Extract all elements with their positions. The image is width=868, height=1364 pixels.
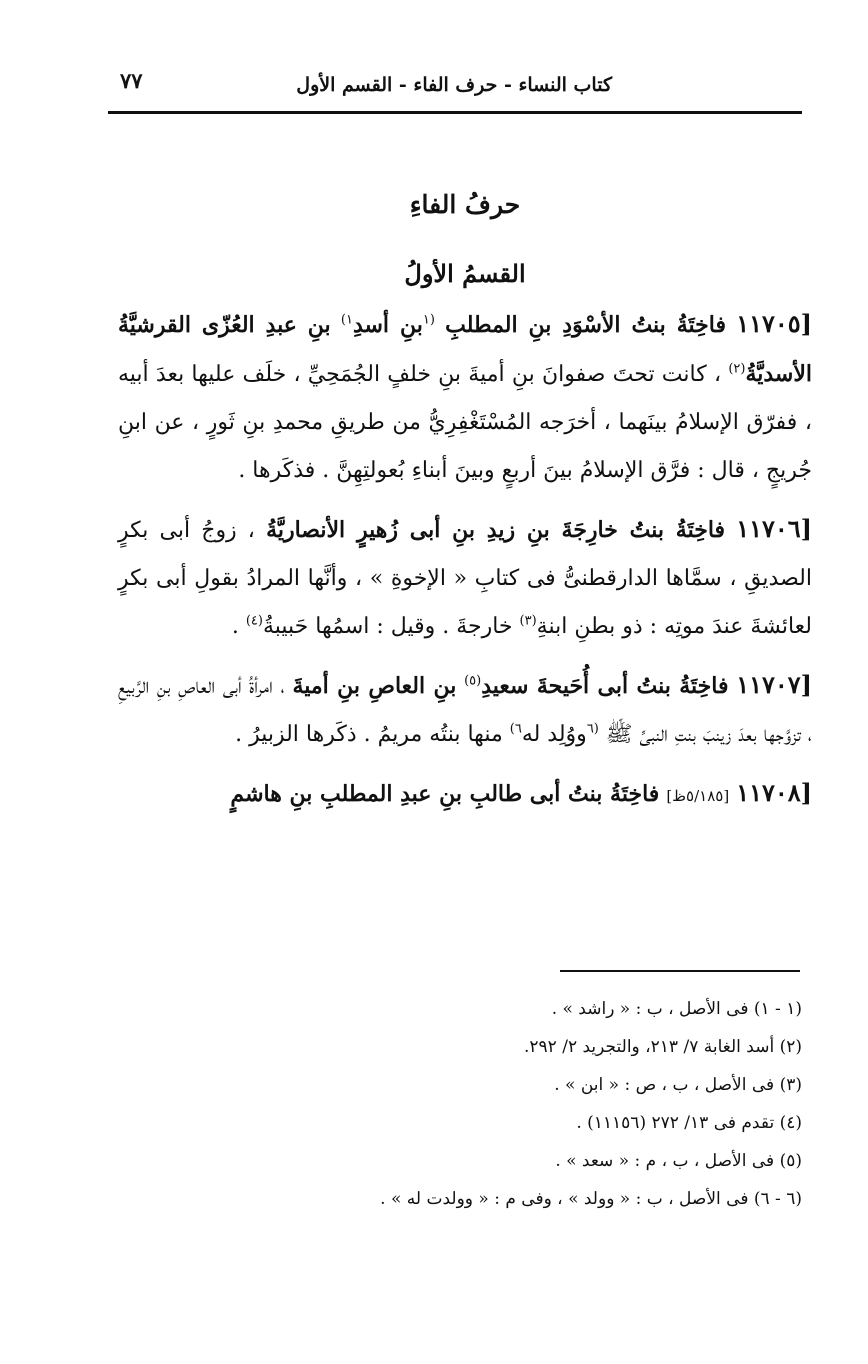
manuscript-ref: [٥/١٨٥ظ] [666,787,730,805]
entry-name-part: بنِ عبدِ العُزّى القرشيَّةُ الأسديَّةُ [118,312,813,387]
footnote-4: (٤) تقدم فى ١٣/ ٢٧٢ (١١١٥٦) . [576,1113,802,1133]
entry-text: ووُلِد له [521,722,587,747]
footnote-marker: (٦ [586,721,599,737]
footnote-1: (١ - ١) فى الأصل ، ب : « راشد » . [551,999,802,1019]
entry-text: . [231,614,239,639]
entry-text: ، امرأةُ أبى العاصِ بنِ الرَّبيعِ ، تزوَّجها بعدَ زينبَ بنتِ النبىِّ ﷺ [118,674,812,747]
entry-number: [١١٧٠٨ [736,778,812,807]
footnote-marker: (٣) [519,613,537,629]
running-title: كتاب النساء - حرف الفاء - القسم الأول [296,74,612,96]
entry-name: فاخِتَةُ بنتُ أبى أُحَيحةَ سعيدِ [481,673,729,699]
footnote-6: (٦ - ٦) فى الأصل ، ب : « وولد » ، وفى م : « وولدت له » . [380,1189,802,1209]
entry-11706 [118,505,812,651]
entry-name-part: بنِ أسدِ [352,312,423,338]
entry-name: فاخِتَةُ بنتُ الأسْوَدِ بنِ المطلبِ [445,312,726,338]
footnote-marker: (٥) [464,673,482,689]
page-number: ٧٧ [120,68,143,93]
entry-text: منها بنتُه مريمُ . ذكَرها الزبيرُ . [235,722,503,747]
footnote-marker: (١ [422,312,435,328]
entry-text: خارجةَ . وقيل : اسمُها حَبيبةُ [262,614,513,639]
entry-number: [١١٧٠٦ [736,514,813,543]
footnotes [230,990,802,1218]
entry-name: فاخِتَةُ بنتُ خارِجَةَ بنِ زيدِ بنِ أبى زُهيرٍ الأنصاريَّةُ [266,517,726,543]
entry-text: ، كانت تحتَ صفوانَ بنِ أميةَ بنِ خلفٍ الجُمَحِيِّ ، خلَف عليها بعدَ أبيه ، ففرّق الإسلامُ بينَهما ، أخرَجه المُسْتَغْفِرِيُّ من طريقِ محمدِ بنِ ثَورٍ ، عن ابنِ جُريجٍ ، قال : فرَّق الإسلامُ بينَ أربعٍ وبينَ أبناءِ بُعولتِهِنَّ . فذكَرها . [118,362,812,483]
header-rule [108,111,802,114]
entry-11707 [118,661,812,759]
entry-11705 [118,300,812,495]
page-body [118,172,812,830]
entry-text: ، زوجُ أبى بكرٍ الصديقِ ، سمَّاها الدارقطنىُّ فى كتابِ « الإخوةِ » ، وأنَّها المرادُ بقولِ أبى بكرٍ لعائشةَ عندَ موتِه : ذو بطنِ ابنةِ [118,518,812,639]
footnote-3: (٣) فى الأصل ، ب ، ص : « ابن » . [554,1075,802,1095]
entry-number: [١١٧٠٥ [736,309,813,338]
footnote-rule [560,970,800,972]
footnote-5: (٥) فى الأصل ، ب ، م : « سعد » . [555,1151,802,1171]
page-header [108,62,802,114]
entry-name: فاخِتَةُ بنتُ أبى طالبِ بنِ عبدِ المطلبِ بنِ هاشمٍ [230,781,660,807]
footnote-2: (٢) أسد الغابة ٧/ ٢١٣، والتجريد ٢/ ٢٩٢. [524,1037,802,1057]
footnote-marker: (٢) [728,361,746,377]
entry-11708 [118,769,812,820]
letter-heading: حرفُ الفاءِ [409,190,521,219]
entry-number: [١١٧٠٧ [736,670,813,699]
footnote-marker: ١) [340,312,353,328]
entry-name-part: بنِ العاصِ بنِ أميةَ [292,673,457,699]
section-heading: القسمُ الأولُ [404,259,526,288]
footnote-marker: ٦) [509,721,522,737]
footnote-marker: (٤) [245,613,263,629]
